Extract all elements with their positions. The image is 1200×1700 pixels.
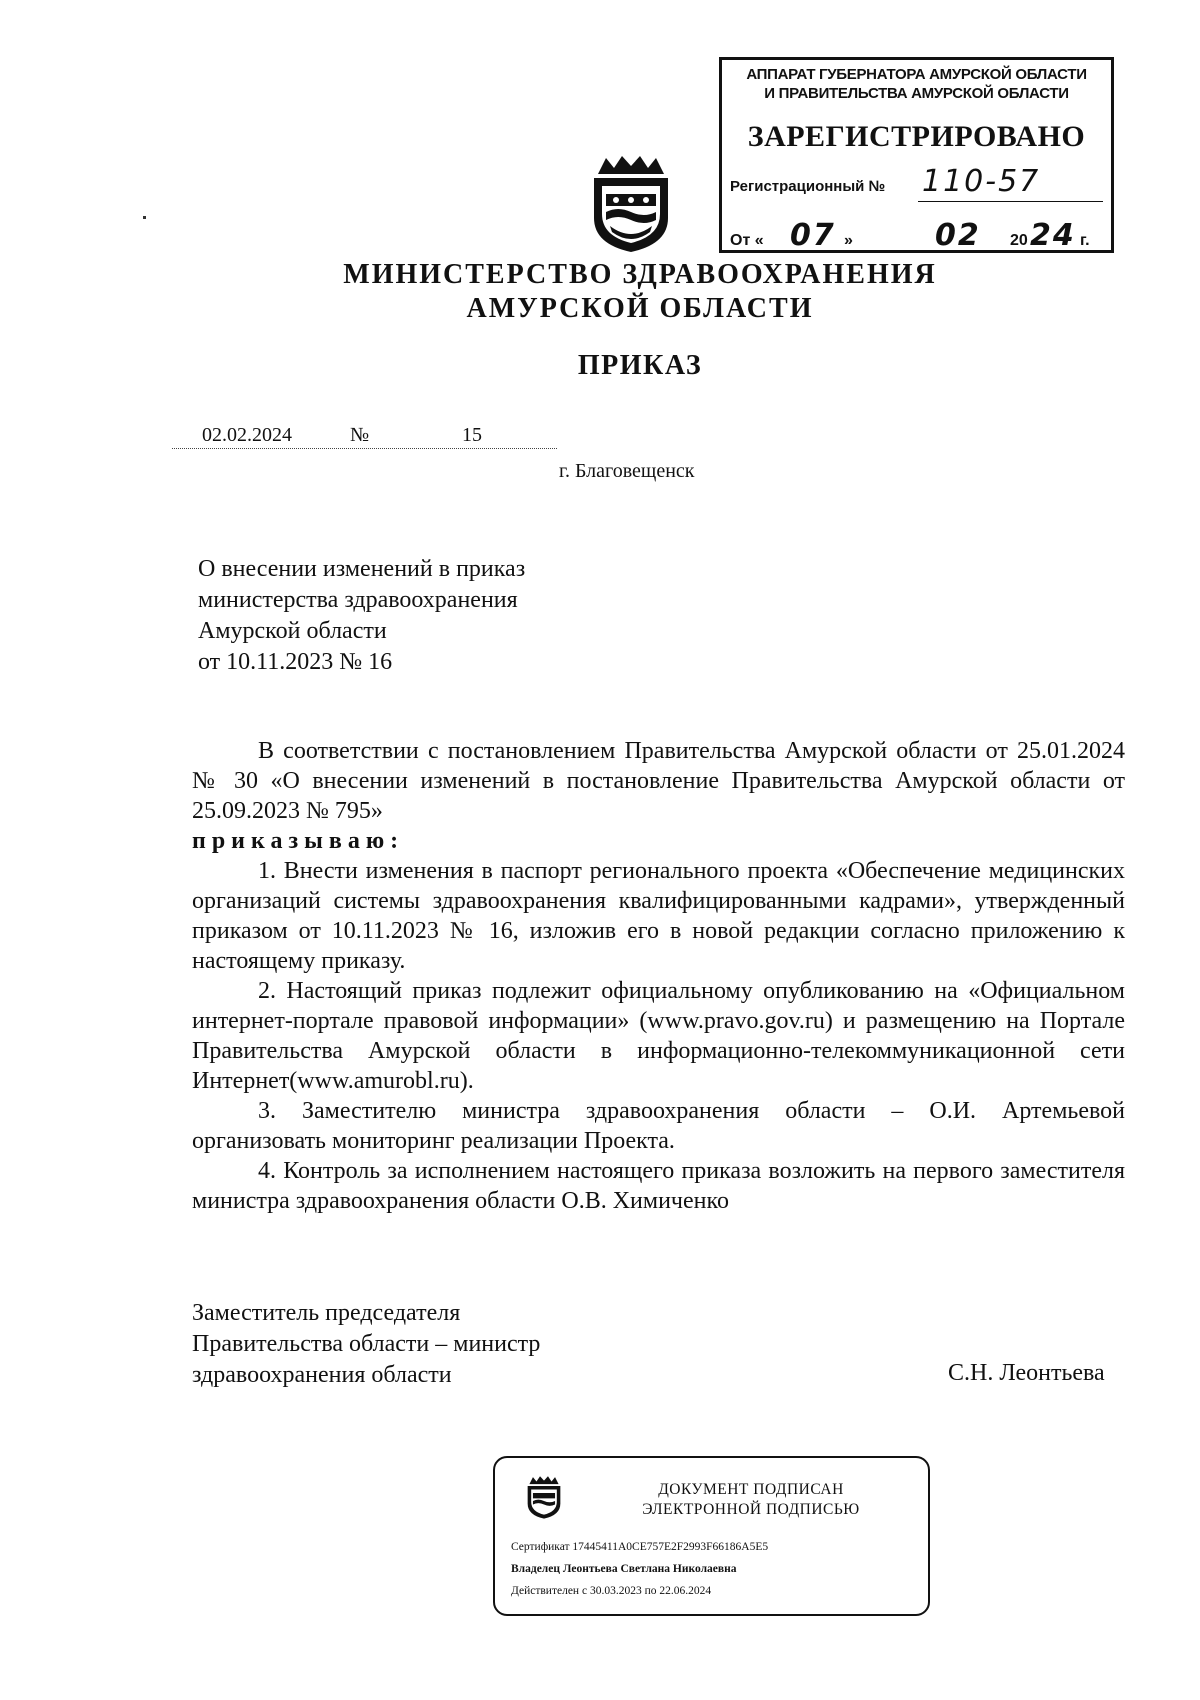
order-date: 02.02.2024: [202, 424, 292, 446]
body-item: 3. Заместителю министра здравоохранения области – О.И. Артемьевой организовать мониторинг реализации Проекта.: [192, 1098, 1125, 1154]
signer-position-line: Правительства области – министр: [192, 1331, 541, 1357]
order-date-number-row: [172, 424, 557, 454]
esig-certificate: Сертификат 17445411A0CE757E2F2993F66186A5E5: [511, 1541, 769, 1553]
order-number-sign: №: [350, 424, 370, 446]
stamp-number-value: 110-57: [922, 164, 1041, 199]
electronic-signature-stamp: [493, 1456, 930, 1616]
stamp-date-month-underline: [860, 250, 1008, 251]
order-body: [192, 736, 1125, 1216]
subject-line: от 10.11.2023 № 16: [198, 649, 393, 675]
body-item: 4. Контроль за исполнением настоящего приказа возложить на первого заместителя министра здравоохранения области О.В. Химиченко: [192, 1158, 1125, 1214]
esig-title-line1: ДОКУМЕНТ ПОДПИСАН: [658, 1481, 844, 1498]
signer-name: С.Н. Леонтьева: [948, 1360, 1105, 1386]
order-subject: [198, 554, 525, 678]
body-item: 2. Настоящий приказ подлежит официальному опубликованию на «Официальном интернет-портале правовой информации» (www.pravo.gov.ru) и размещению на Портале Правительства Амурской области в информационно-телекоммуникационной сети Интернет(www.amurobl.ru).: [192, 978, 1125, 1094]
signer-position: [192, 1298, 540, 1391]
stamp-date-row: [730, 218, 1110, 253]
subject-line: министерства здравоохранения: [198, 587, 518, 613]
ministry-name-line2: АМУРСКОЙ ОБЛАСТИ: [466, 293, 814, 324]
coat-of-arms-icon: [588, 152, 674, 254]
stamp-title: ЗАРЕГИСТРИРОВАНО: [747, 120, 1086, 153]
signer-position-line: здравоохранения области: [192, 1362, 452, 1388]
stamp-number-underline: [918, 201, 1103, 202]
coat-of-arms-icon: [525, 1474, 563, 1520]
document-type-title: ПРИКАЗ: [577, 350, 703, 381]
stamp-date-month: 02: [935, 218, 981, 253]
order-underline: [172, 448, 557, 449]
esig-title-line2: ЭЛЕКТРОННОЙ ПОДПИСЬЮ: [642, 1501, 860, 1518]
stamp-date-prefix: От «: [730, 232, 764, 249]
registration-stamp: [719, 57, 1114, 253]
order-city: г. Благовещенск: [559, 460, 695, 482]
esig-validity: Действителен с 30.03.2023 по 22.06.2024: [511, 1585, 712, 1597]
body-preamble: В соответствии с постановлением Правительства Амурской области от 25.01.2024 № 30 «О внесении изменений в постановление Правительства Амурской области от 25.09.2023 № 795»: [192, 738, 1125, 824]
stray-mark: [143, 216, 146, 219]
stamp-number-label: Регистрационный №: [730, 178, 886, 195]
signer-position-line: Заместитель председателя: [192, 1300, 461, 1326]
ministry-name-line1: МИНИСТЕРСТВО ЗДРАВООХРАНЕНИЯ: [343, 259, 937, 290]
stamp-date-year-prefix: 20: [1010, 232, 1028, 249]
stamp-date-suffix: г.: [1080, 232, 1090, 249]
subject-line: Амурской области: [198, 618, 387, 644]
body-item: 1. Внести изменения в паспорт регионального проекта «Обеспечение медицинских организаций системы здравоохранения квалифицированными кадрами», утвержденный приказом от 10.11.2023 № 16, изложив его в новой редакции согласно приложению к настоящему приказу.: [192, 858, 1125, 974]
stamp-org-line1: АППАРАТ ГУБЕРНАТОРА АМУРСКОЙ ОБЛАСТИ: [746, 66, 1087, 83]
stamp-date-year: 24: [1030, 218, 1076, 253]
subject-line: О внесении изменений в приказ: [198, 556, 526, 582]
stamp-date-quote: »: [844, 232, 853, 249]
order-word: приказываю:: [192, 828, 405, 854]
stamp-org-line2: И ПРАВИТЕЛЬСТВА АМУРСКОЙ ОБЛАСТИ: [764, 85, 1069, 102]
stamp-date-day: 07: [790, 218, 836, 253]
esig-owner: Владелец Леонтьева Светлана Николаевна: [511, 1563, 737, 1575]
order-number: 15: [462, 424, 482, 446]
